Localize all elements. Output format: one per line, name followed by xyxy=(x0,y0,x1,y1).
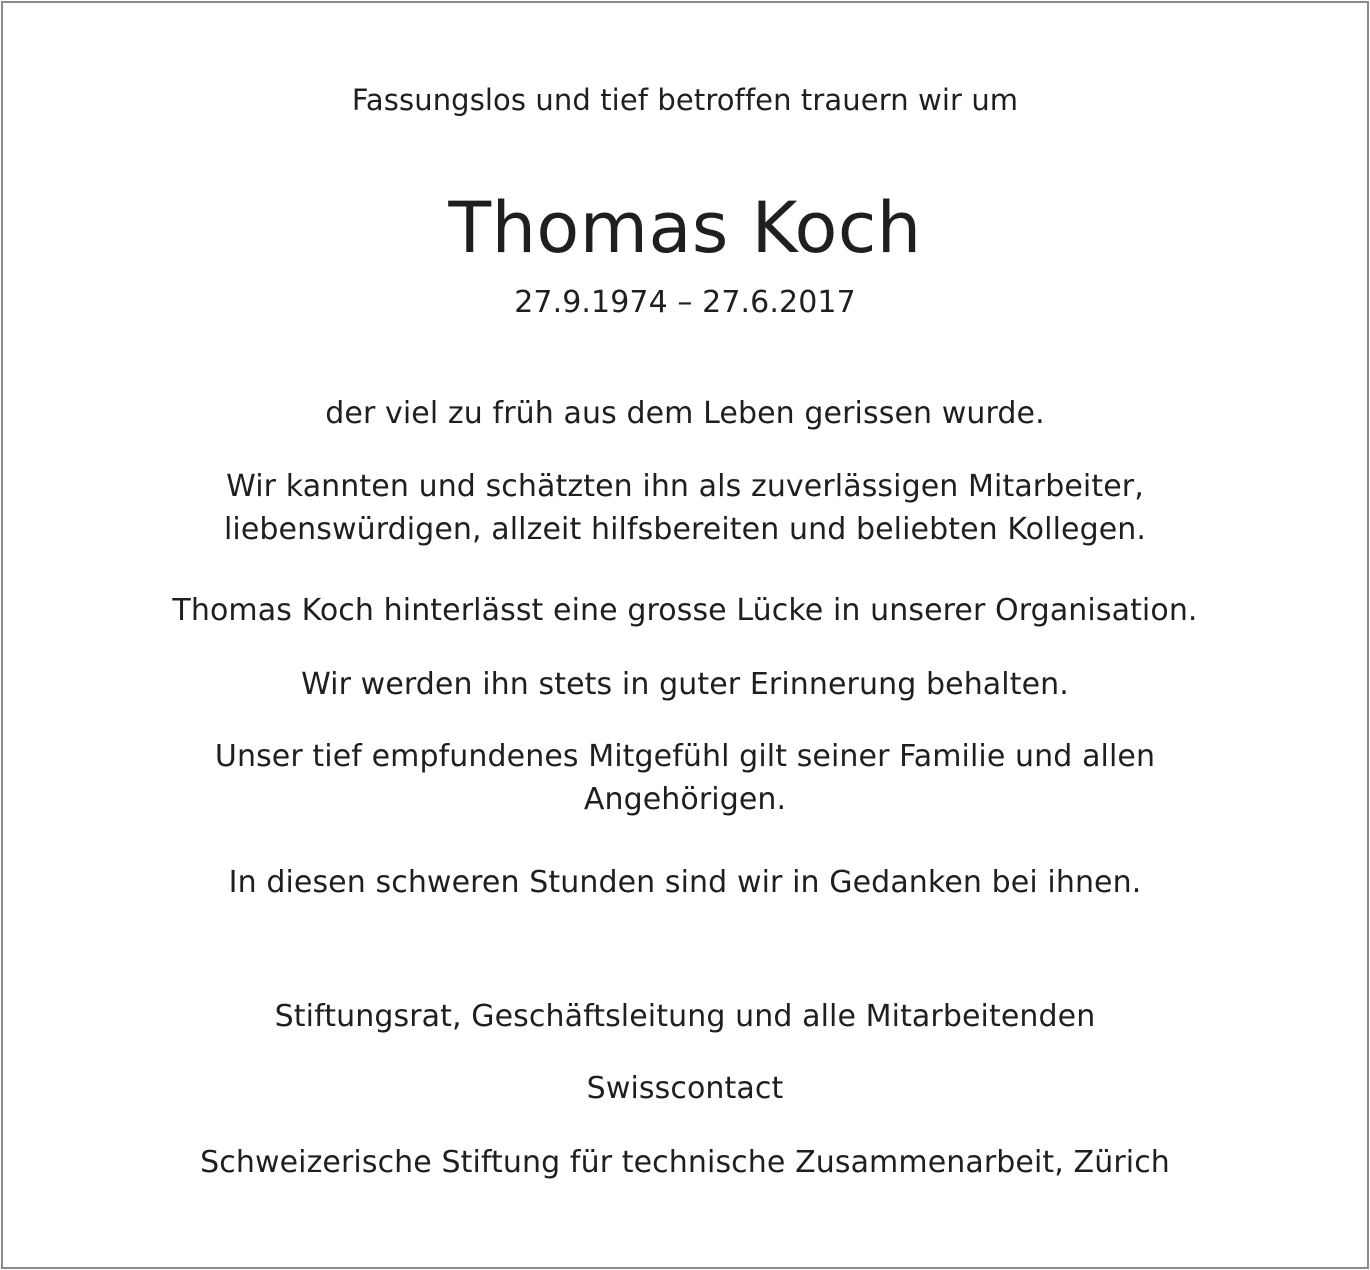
paragraph-line: der viel zu früh aus dem Leben gerissen wurde. xyxy=(325,396,1045,431)
paragraph-line: Angehörigen. xyxy=(583,782,787,817)
signature-foundation: Schweizerische Stiftung für technische Zusammenarbeit, Zürich xyxy=(200,1145,1170,1180)
signature-groups: Stiftungsrat, Geschäftsleitung und alle Mitarbeitenden xyxy=(274,999,1096,1034)
paragraph-line: Wir kannten und schätzten ihn als zuverlässigen Mitarbeiter, xyxy=(226,469,1144,504)
paragraph-line: liebenswürdigen, allzeit hilfsbereiten und beliebten Kollegen. xyxy=(223,512,1147,547)
paragraph-line: Unser tief empfundenes Mitgefühl gilt seiner Familie und allen xyxy=(214,739,1156,774)
deceased-name: Thomas Koch xyxy=(448,187,922,269)
intro-line: Fassungslos und tief betroffen trauern wir um xyxy=(351,83,1019,117)
life-dates: 27.9.1974 – 27.6.2017 xyxy=(514,285,856,320)
signature-organization: Swisscontact xyxy=(586,1071,784,1106)
paragraph-line: In diesen schweren Stunden sind wir in Gedanken bei ihnen. xyxy=(228,865,1142,900)
paragraph-line: Thomas Koch hinterlässt eine grosse Lücke in unserer Organisation. xyxy=(172,593,1198,628)
paragraph-line: Wir werden ihn stets in guter Erinnerung behalten. xyxy=(301,667,1069,702)
